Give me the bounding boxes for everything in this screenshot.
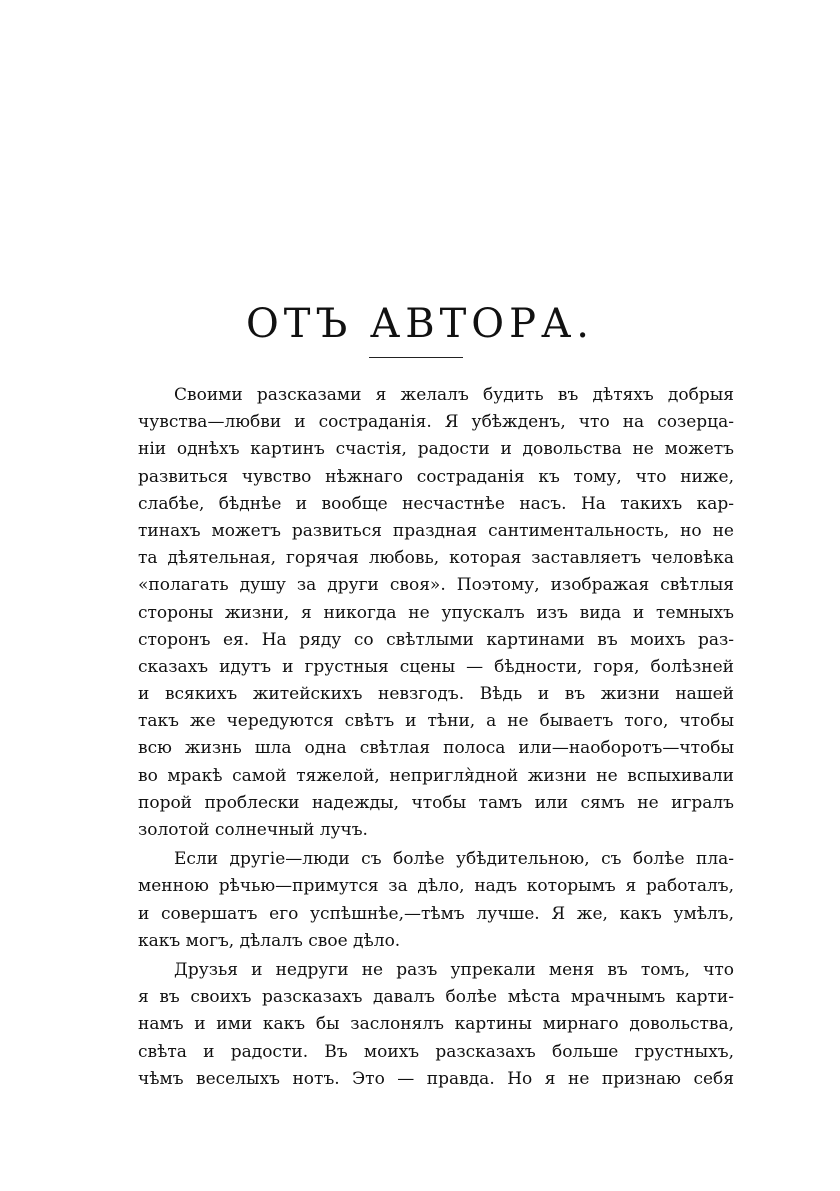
text-line: та дѣятельная, горячая любовь, которая заставляетъ человѣка — [138, 548, 734, 569]
paragraph-3 — [138, 957, 734, 1093]
text-line: такъ же чередуются свѣтъ и тѣни, а не бываетъ того, чтобы — [138, 711, 734, 732]
body-text — [138, 382, 734, 1093]
text-line: свѣта и радости. Въ моихъ разсказахъ больше грустныхъ, — [138, 1041, 734, 1062]
text-line: стороны жизни, я никогда не упускалъ изъ вида и темныхъ — [138, 602, 734, 623]
text-line: тинахъ можетъ развиться праздная сантиментальность, но не — [138, 520, 734, 541]
text-line: намъ и ими какъ бы заслонялъ картины мирнаго довольства, — [138, 1014, 734, 1035]
title-underline-rule — [369, 357, 463, 358]
text-line: и совершатъ его успѣшнѣе,—тѣмъ лучше. Я же, какъ умѣлъ, — [138, 903, 734, 924]
text-line: «полагать душу за други своя». Поэтому, изображая свѣтлыя — [138, 575, 734, 596]
text-line: Если другіе—люди съ болѣе убѣдительною, съ болѣе пла- — [174, 849, 734, 870]
paragraph-2 — [138, 846, 734, 955]
text-line: порой проблески надежды, чтобы тамъ или сямъ не игралъ — [138, 792, 734, 813]
text-line: ніи однѣхъ картинъ счастія, радости и довольства не можетъ — [138, 439, 734, 460]
text-line: и всякихъ житейскихъ невзгодъ. Вѣдь и въ жизни нашей — [138, 684, 734, 705]
text-line: какъ могъ, дѣлалъ свое дѣло. — [138, 930, 401, 951]
paragraph-1 — [138, 382, 734, 844]
page-title: ОТЪ АВТОРА. — [245, 301, 595, 347]
text-line: всю жизнь шла одна свѣтлая полоса или—наоборотъ—чтобы — [138, 738, 734, 759]
text-line: чувства—любви и состраданія. Я убѣжденъ, что на созерца- — [138, 412, 734, 433]
text-line: сказахъ идутъ и грустныя сцены — бѣдности, горя, болѣзней — [138, 656, 734, 677]
text-line: Своими разсказами я желалъ будить въ дѣтяхъ добрыя — [174, 385, 734, 405]
text-line: чѣмъ веселыхъ нотъ. Это — правда. Но я не признаю себя — [138, 1068, 734, 1089]
text-line: я въ своихъ разсказахъ давалъ болѣе мѣста мрачнымъ карти- — [138, 987, 734, 1008]
text-line: во мракѣ самой тяжелой, непригля̀дной жизни не вспыхивали — [138, 765, 734, 786]
text-line: менною рѣчью—примутся за дѣло, надъ которымъ я работалъ, — [138, 876, 734, 897]
text-line: Друзья и недруги не разъ упрекали меня въ томъ, что — [174, 959, 734, 980]
text-line: золотой солнечный лучъ. — [138, 820, 368, 840]
text-line: слабѣе, бѣднѣе и вообще несчастнѣе насъ. На такихъ кар- — [138, 493, 734, 514]
text-line: развиться чувство нѣжнаго состраданія къ тому, что ниже, — [138, 466, 734, 487]
text-line: сторонъ ея. На ряду со свѣтлыми картинами въ моихъ раз- — [138, 629, 734, 650]
